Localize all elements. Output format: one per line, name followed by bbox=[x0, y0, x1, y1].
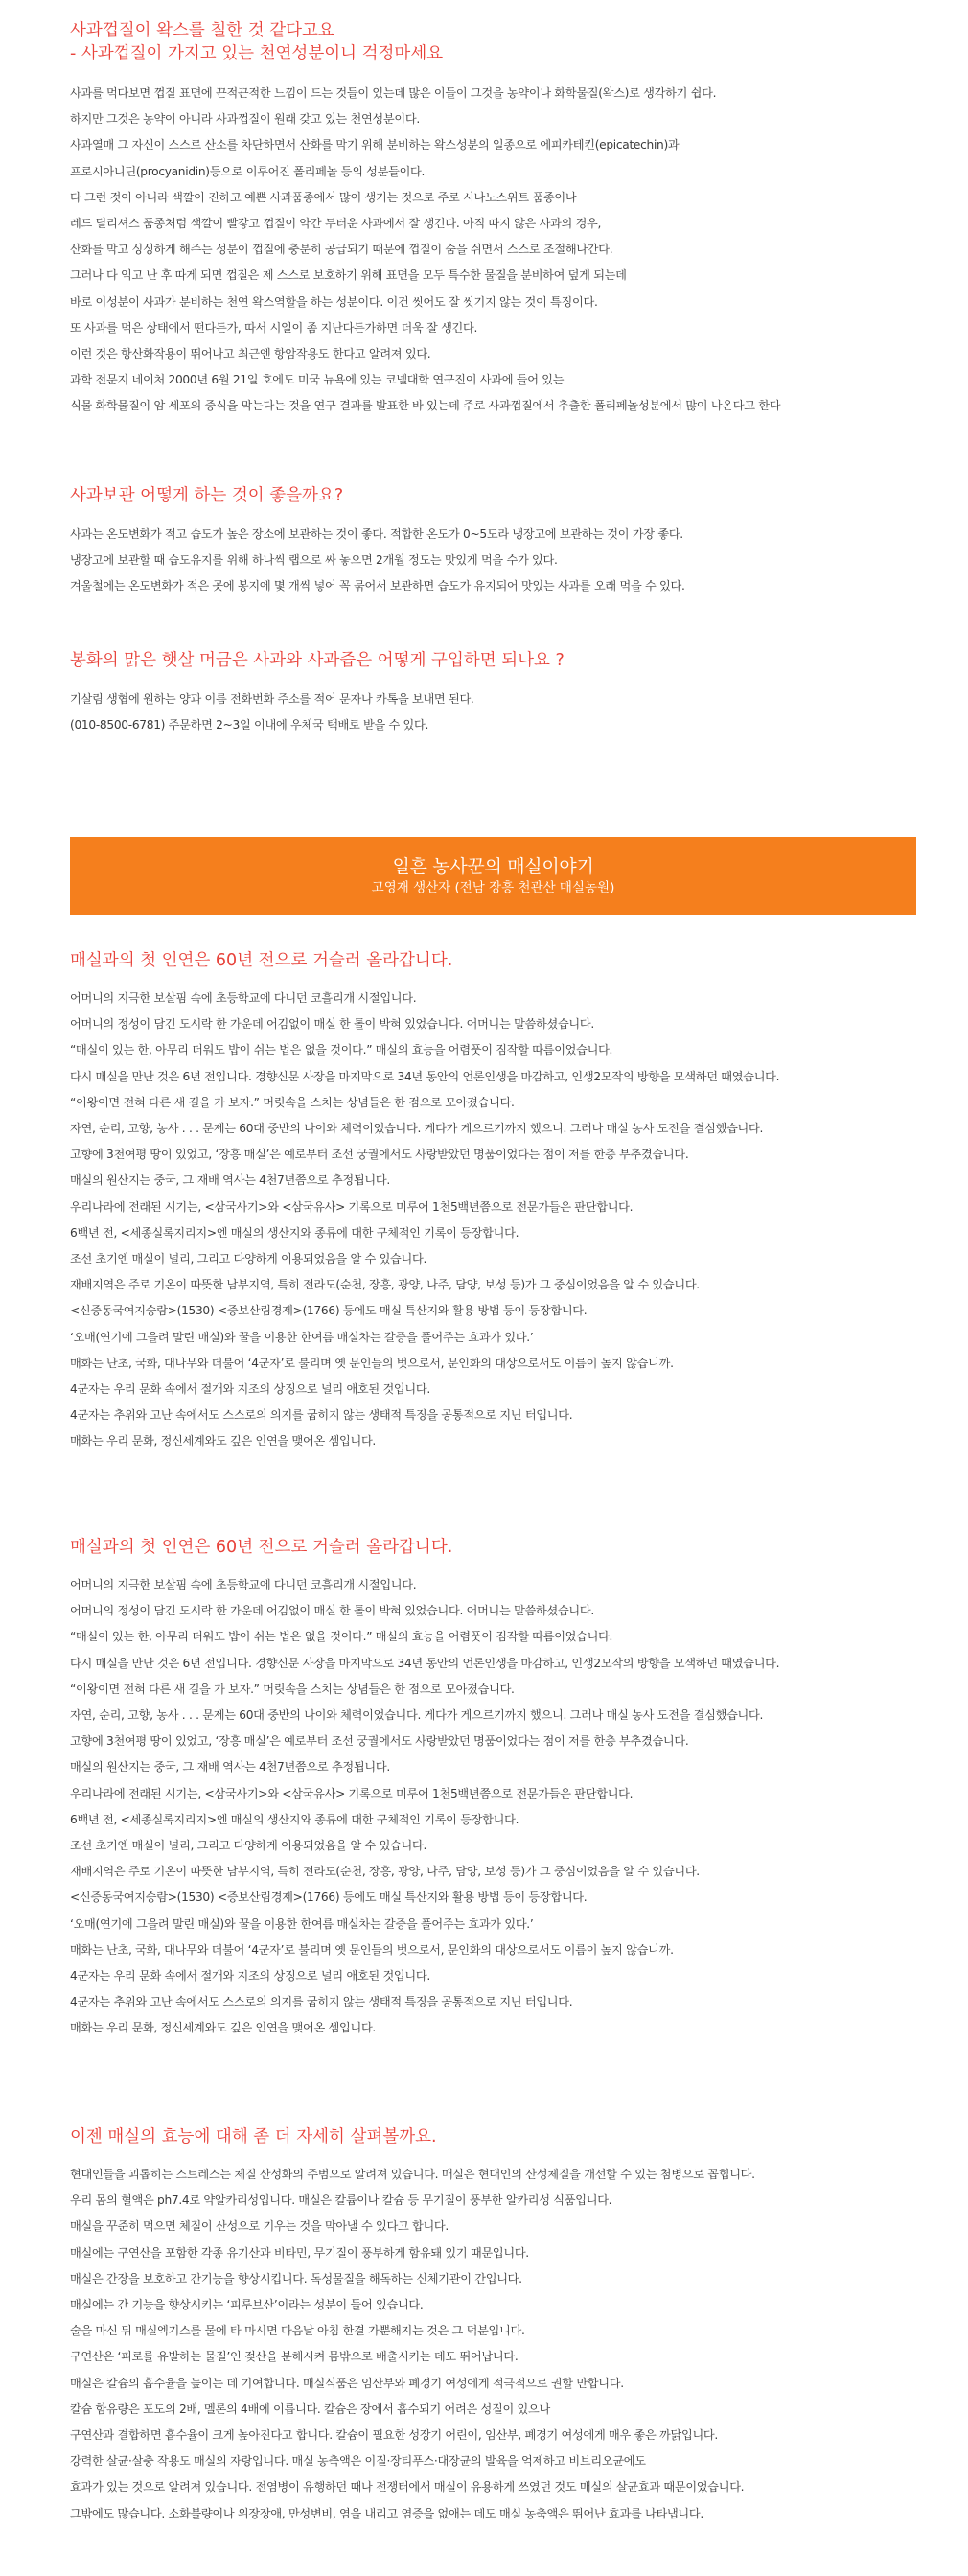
paragraph-line: 효과가 있는 것으로 알려져 있습니다. 전염병이 유행하던 때나 전쟁터에서 매실이 유용하게 쓰였던 것도 매실의 살균효과 때문이었습니다. bbox=[70, 2480, 745, 2495]
paragraph-line: 매화는 우리 문화, 정신세계와도 깊은 인연을 맺어온 셈입니다. bbox=[70, 2021, 376, 2035]
paragraph-line: 현대인들을 괴롭히는 스트레스는 체질 산성화의 주범으로 알려져 있습니다. 매실은 현대인의 산성체질을 개선할 수 있는 첨병으로 꼽힙니다. bbox=[70, 2168, 755, 2181]
paragraph-line: 우리 몸의 혈액은 ph7.4로 약알카리성입니다. 매실은 칼륨이나 칼슘 등 무기질이 풍부한 알카리성 식품입니다. bbox=[70, 2193, 612, 2208]
paragraph-line: 산화를 막고 싱싱하게 해주는 성분이 껍질에 충분히 공급되기 때문에 껍질이 숨을 쉬면서 스스로 조절해나간다. bbox=[70, 243, 613, 257]
paragraph-line: “매실이 있는 한, 아무리 더워도 밥이 쉬는 법은 없을 것이다.” 매실의 효능을 어렴풋이 짐작할 따름이었습니다. bbox=[70, 1043, 613, 1057]
paragraph-line: 조선 초기엔 매실이 널리, 그리고 다양하게 이용되었음을 알 수 있습니다. bbox=[70, 1839, 427, 1853]
section-apple-storage bbox=[0, 484, 913, 600]
paragraph-line: 레드 딜리셔스 품종처럼 색깔이 빨갛고 껍질이 약간 두터운 사과에서 잘 생긴다. 아직 따지 않은 사과의 경우, bbox=[70, 217, 602, 231]
paragraph-line: 고향에 3천여평 땅이 있었고, ‘장흥 매실’은 예로부터 조선 궁궐에서도 사랑받았던 명품이었다는 점이 저를 한층 부추겼습니다. bbox=[70, 1734, 689, 1749]
paragraph-line: ‘오매(연기에 그을려 말린 매실)와 꿀을 이용한 한여름 매실차는 갈증을 풀어주는 효과가 있다.’ bbox=[70, 1330, 534, 1344]
banner-subtitle: 고영재 생산자 (전남 장흥 천관산 매실농원) bbox=[371, 880, 615, 895]
paragraph-line: 어머니의 정성이 담긴 도시락 한 가운데 어김없이 매실 한 톨이 박혀 있었습니다. 어머니는 말씀하셨습니다. bbox=[70, 1017, 594, 1032]
paragraph-line: 다시 매실을 만난 것은 6년 전입니다. 경향신문 사장을 마지막으로 34년 동안의 언론인생을 마감하고, 인생2모작의 방향을 모색하던 때였습니다. bbox=[70, 1069, 780, 1083]
paragraph-line: “매실이 있는 한, 아무리 더워도 밥이 쉬는 법은 없을 것이다.” 매실의 효능을 어렴풋이 짐작할 따름이었습니다. bbox=[70, 1630, 613, 1644]
paragraph-line: <신증동국여지승람>(1530) <증보산림경제>(1766) 등에도 매실 특산지와 활용 방법 등이 등장합니다. bbox=[70, 1891, 588, 1905]
paragraph-line: 또 사과를 먹은 상태에서 떤다든가, 따서 시일이 좀 지난다든가하면 더욱 잘 생긴다. bbox=[70, 320, 478, 335]
paragraph-line: 우리나라에 전래된 시기는, <삼국사기>와 <삼국유사> 기록으로 미루어 1천5백년쯤으로 전문가들은 판단합니다. bbox=[70, 1199, 634, 1214]
paragraph-line: 술을 마신 뒤 매실엑기스를 물에 타 마시면 다음날 아침 한결 가뿐해지는 것은 그 덕분입니다. bbox=[70, 2324, 525, 2338]
story-banner bbox=[70, 837, 916, 915]
paragraph-line: 어머니의 정성이 담긴 도시락 한 가운데 어김없이 매실 한 톨이 박혀 있었습니다. 어머니는 말씀하셨습니다. bbox=[70, 1604, 594, 1618]
paragraph-line: 강력한 살균·살충 작용도 매실의 자랑입니다. 매실 농축액은 이질·장티푸스·대장균의 발육을 억제하고 비브리오균에도 bbox=[70, 2454, 646, 2469]
section-body bbox=[0, 2162, 913, 2527]
paragraph-line: 6백년 전, <세종실록지리지>엔 매실의 생산지와 종류에 대한 구체적인 기록이 등장합니다. bbox=[70, 1225, 519, 1240]
section-maesil-efficacy bbox=[0, 2125, 913, 2527]
paragraph-line: 하지만 그것은 농약이 아니라 사과껍질이 원래 갖고 있는 천연성분이다. bbox=[70, 112, 420, 127]
paragraph-line: 어머니의 지극한 보살핌 속에 초등학교에 다니던 코흘리개 시절입니다. bbox=[70, 991, 417, 1005]
section-body bbox=[0, 81, 913, 420]
section-body bbox=[0, 1572, 913, 2042]
paragraph-line: 사과는 온도변화가 적고 습도가 높은 장소에 보관하는 것이 좋다. 적합한 온도가 0~5도라 냉장고에 보관하는 것이 가장 좋다. bbox=[70, 527, 683, 541]
paragraph-line: 매실은 간장을 보호하고 간기능을 향상시킵니다. 독성물질을 해독하는 신체기관이 간입니다. bbox=[70, 2271, 522, 2286]
section-maesil-story-2 bbox=[0, 1536, 913, 2042]
paragraph-line: 4군자는 우리 문화 속에서 절개와 지조의 상징으로 널리 애호된 것입니다. bbox=[70, 1969, 430, 1984]
paragraph-line: 사과를 먹다보면 껍질 표면에 끈적끈적한 느낌이 드는 것들이 있는데 많은 이들이 그것을 농약이나 화학물질(왁스)로 생각하기 쉽다. bbox=[70, 86, 717, 100]
paragraph-line: 바로 이성분이 사과가 분비하는 천연 왁스역할을 하는 성분이다. 이건 씻어도 잘 씻기지 않는 것이 특징이다. bbox=[70, 294, 598, 309]
section-title: 이젠 매실의 효능에 대해 좀 더 자세히 살펴볼까요. bbox=[70, 2127, 437, 2147]
paragraph-line: 재배지역은 주로 기온이 따뜻한 남부지역, 특히 전라도(순천, 장흥, 광양, 나주, 담양, 보성 등)가 그 중심이었음을 알 수 있습니다. bbox=[70, 1278, 700, 1292]
section-title: 사과껍질이 왁스를 칠한 것 같다고요 - 사과껍질이 가지고 있는 천연성분이니 걱정마세요 bbox=[70, 21, 444, 63]
paragraph-line: “이왕이면 전혀 다른 새 길을 가 보자.” 머릿속을 스치는 상념들은 한 점으로 모아졌습니다. bbox=[70, 1095, 515, 1109]
paragraph-line: “이왕이면 전혀 다른 새 길을 가 보자.” 머릿속을 스치는 상념들은 한 점으로 모아졌습니다. bbox=[70, 1682, 515, 1696]
banner-title: 일흔 농사꾼의 매실이야기 bbox=[392, 856, 594, 877]
paragraph-line: <신증동국여지승람>(1530) <증보산림경제>(1766) 등에도 매실 특산지와 활용 방법 등이 등장합니다. bbox=[70, 1304, 588, 1318]
paragraph-line: 자연, 순리, 고향, 농사 . . . 문제는 60대 중반의 나이와 체력이었습니다. 게다가 게으르기까지 했으니. 그러나 매실 농사 도전을 결심했습니다. bbox=[70, 1122, 764, 1136]
paragraph-line: 구연산과 결합하면 흡수율이 크게 높아진다고 합니다. 칼슘이 필요한 성장기 어린이, 임산부, 폐경기 여성에게 매우 좋은 까닭입니다. bbox=[70, 2428, 718, 2443]
paragraph-line: 4군자는 추위와 고난 속에서도 스스로의 의지를 굽히지 않는 생태적 특징을 공통적으로 지닌 터입니다. bbox=[70, 1995, 573, 2009]
paragraph-line: 4군자는 추위와 고난 속에서도 스스로의 의지를 굽히지 않는 생태적 특징을 공통적으로 지닌 터입니다. bbox=[70, 1408, 573, 1423]
section-title: 봉화의 맑은 햇살 머금은 사과와 사과즙은 어떻게 구입하면 되나요 ? bbox=[70, 651, 565, 670]
section-body bbox=[0, 986, 913, 1455]
paragraph-line: 매실에는 구연산을 포함한 각종 유기산과 비타민, 무기질이 풍부하게 함유돼 있기 때문입니다. bbox=[70, 2245, 529, 2260]
paragraph-line: 매실의 원산지는 중국, 그 재배 역사는 4천7년쯤으로 추정됩니다. bbox=[70, 1760, 390, 1775]
paragraph-line: 우리나라에 전래된 시기는, <삼국사기>와 <삼국유사> 기록으로 미루어 1천5백년쯤으로 전문가들은 판단합니다. bbox=[70, 1786, 634, 1800]
section-maesil-story-1 bbox=[0, 949, 913, 1455]
paragraph-line: 겨울철에는 온도변화가 적은 곳에 봉지에 몇 개씩 넣어 꼭 묶어서 보관하면 습도가 유지되어 맛있는 사과를 오래 먹을 수 있다. bbox=[70, 579, 685, 593]
paragraph-line: 프로시아니딘(procyanidin)등으로 이루어진 폴리페놀 등의 성분들이다. bbox=[70, 164, 426, 178]
paragraph-line: 자연, 순리, 고향, 농사 . . . 문제는 60대 중반의 나이와 체력이었습니다. 게다가 게으르기까지 했으니. 그러나 매실 농사 도전을 결심했습니다. bbox=[70, 1708, 764, 1723]
paragraph-line: (010-8500-6781) 주문하면 2~3일 이내에 우체국 택배로 받을 수 있다. bbox=[70, 718, 429, 732]
paragraph-line: 기살림 생협에 원하는 양과 이름 전화번화 주소를 적어 문자나 카톡을 보내면 된다. bbox=[70, 692, 474, 706]
section-title: 사과보관 어떻게 하는 것이 좋을까요? bbox=[70, 486, 344, 505]
paragraph-line: 이런 것은 항산화작용이 뛰어나고 최근엔 항암작용도 한다고 알려져 있다. bbox=[70, 347, 431, 361]
section-apple-wax bbox=[0, 19, 913, 420]
paragraph-line: 매화는 우리 문화, 정신세계와도 깊은 인연을 맺어온 셈입니다. bbox=[70, 1434, 376, 1449]
section-apple-purchase bbox=[0, 649, 913, 738]
paragraph-line: 매화는 난초, 국화, 대나무와 더불어 ‘4군자’로 불리며 옛 문인들의 벗으로서, 문인화의 대상으로서도 이름이 높지 않습니까. bbox=[70, 1942, 674, 1957]
paragraph-line: 조선 초기엔 매실이 널리, 그리고 다양하게 이용되었음을 알 수 있습니다. bbox=[70, 1252, 427, 1266]
paragraph-line: 매실의 원산지는 중국, 그 재배 역사는 4천7년쯤으로 추정됩니다. bbox=[70, 1173, 390, 1188]
paragraph-line: ‘오매(연기에 그을려 말린 매실)와 꿀을 이용한 한여름 매실차는 갈증을 풀어주는 효과가 있다.’ bbox=[70, 1916, 534, 1931]
paragraph-line: 매화는 난초, 국화, 대나무와 더불어 ‘4군자’로 불리며 옛 문인들의 벗으로서, 문인화의 대상으로서도 이름이 높지 않습니까. bbox=[70, 1356, 674, 1370]
section-title: 매실과의 첫 인연은 60년 전으로 거슬러 올라갑니다. bbox=[70, 951, 453, 970]
paragraph-line: 다시 매실을 만난 것은 6년 전입니다. 경향신문 사장을 마지막으로 34년 동안의 언론인생을 마감하고, 인생2모작의 방향을 모색하던 때였습니다. bbox=[70, 1656, 780, 1670]
paragraph-line: 그러나 다 익고 난 후 따게 되면 껍질은 제 스스로 보호하기 위해 표면을 모두 특수한 물질을 분비하여 덮게 되는데 bbox=[70, 268, 627, 283]
section-body bbox=[0, 686, 913, 738]
paragraph-line: 매실을 꾸준히 먹으면 체질이 산성으로 기우는 것을 막아낼 수 있다고 합니다. bbox=[70, 2219, 449, 2234]
paragraph-line: 다 그런 것이 아니라 색깔이 진하고 예쁜 사과품종에서 많이 생기는 것으로 주로 시나노스위트 품종이나 bbox=[70, 190, 577, 204]
paragraph-line: 사과열매 그 자신이 스스로 산소를 차단하면서 산화를 막기 위해 분비하는 왁스성분의 일종으로 에피카테킨(epicatechin)과 bbox=[70, 138, 680, 152]
paragraph-line: 과학 전문지 네이처 2000년 6월 21일 호에도 미국 뉴욕에 있는 코넬대학 연구진이 사과에 들어 있는 bbox=[70, 373, 565, 387]
paragraph-line: 재배지역은 주로 기온이 따뜻한 남부지역, 특히 전라도(순천, 장흥, 광양, 나주, 담양, 보성 등)가 그 중심이었음을 알 수 있습니다. bbox=[70, 1865, 700, 1879]
paragraph-line: 그밖에도 많습니다. 소화불량이나 위장장애, 만성변비, 염을 내리고 염증을 없애는 데도 매실 농축액은 뛰어난 효과를 나타냅니다. bbox=[70, 2506, 703, 2520]
paragraph-line: 구연산은 ‘피로를 유발하는 물질’인 젖산을 분해시켜 몸밖으로 배출시키는 데도 뛰어납니다. bbox=[70, 2350, 519, 2364]
paragraph-line: 4군자는 우리 문화 속에서 절개와 지조의 상징으로 널리 애호된 것입니다. bbox=[70, 1382, 430, 1397]
paragraph-line: 식물 화학물질이 암 세포의 증식을 막는다는 것을 연구 결과를 발표한 바 있는데 주로 사과껍질에서 추출한 폴리페놀성분에서 많이 나온다고 한다 bbox=[70, 399, 781, 413]
paragraph-line: 고향에 3천여평 땅이 있었고, ‘장흥 매실’은 예로부터 조선 궁궐에서도 사랑받았던 명품이었다는 점이 저를 한층 부추겼습니다. bbox=[70, 1148, 689, 1162]
paragraph-line: 6백년 전, <세종실록지리지>엔 매실의 생산지와 종류에 대한 구체적인 기록이 등장합니다. bbox=[70, 1812, 519, 1826]
paragraph-line: 어머니의 지극한 보살핌 속에 초등학교에 다니던 코흘리개 시절입니다. bbox=[70, 1578, 417, 1591]
paragraph-line: 매실은 칼슘의 흡수율을 높이는 데 기여합니다. 매실식품은 임산부와 폐경기 여성에게 적극적으로 권할 만합니다. bbox=[70, 2376, 624, 2390]
section-title: 매실과의 첫 인연은 60년 전으로 거슬러 올라갑니다. bbox=[70, 1538, 453, 1557]
paragraph-line: 매실에는 간 기능을 향상시키는 ‘피루브산’이라는 성분이 들어 있습니다. bbox=[70, 2298, 424, 2312]
paragraph-line: 냉장고에 보관할 때 습도유지를 위해 하나씩 랩으로 싸 놓으면 2개월 정도는 맛있게 먹을 수가 있다. bbox=[70, 553, 558, 568]
section-body bbox=[0, 522, 913, 600]
paragraph-line: 칼슘 함유량은 포도의 2배, 멜론의 4배에 이릅니다. 칼슘은 장에서 흡수되기 어려운 성질이 있으나 bbox=[70, 2402, 550, 2416]
